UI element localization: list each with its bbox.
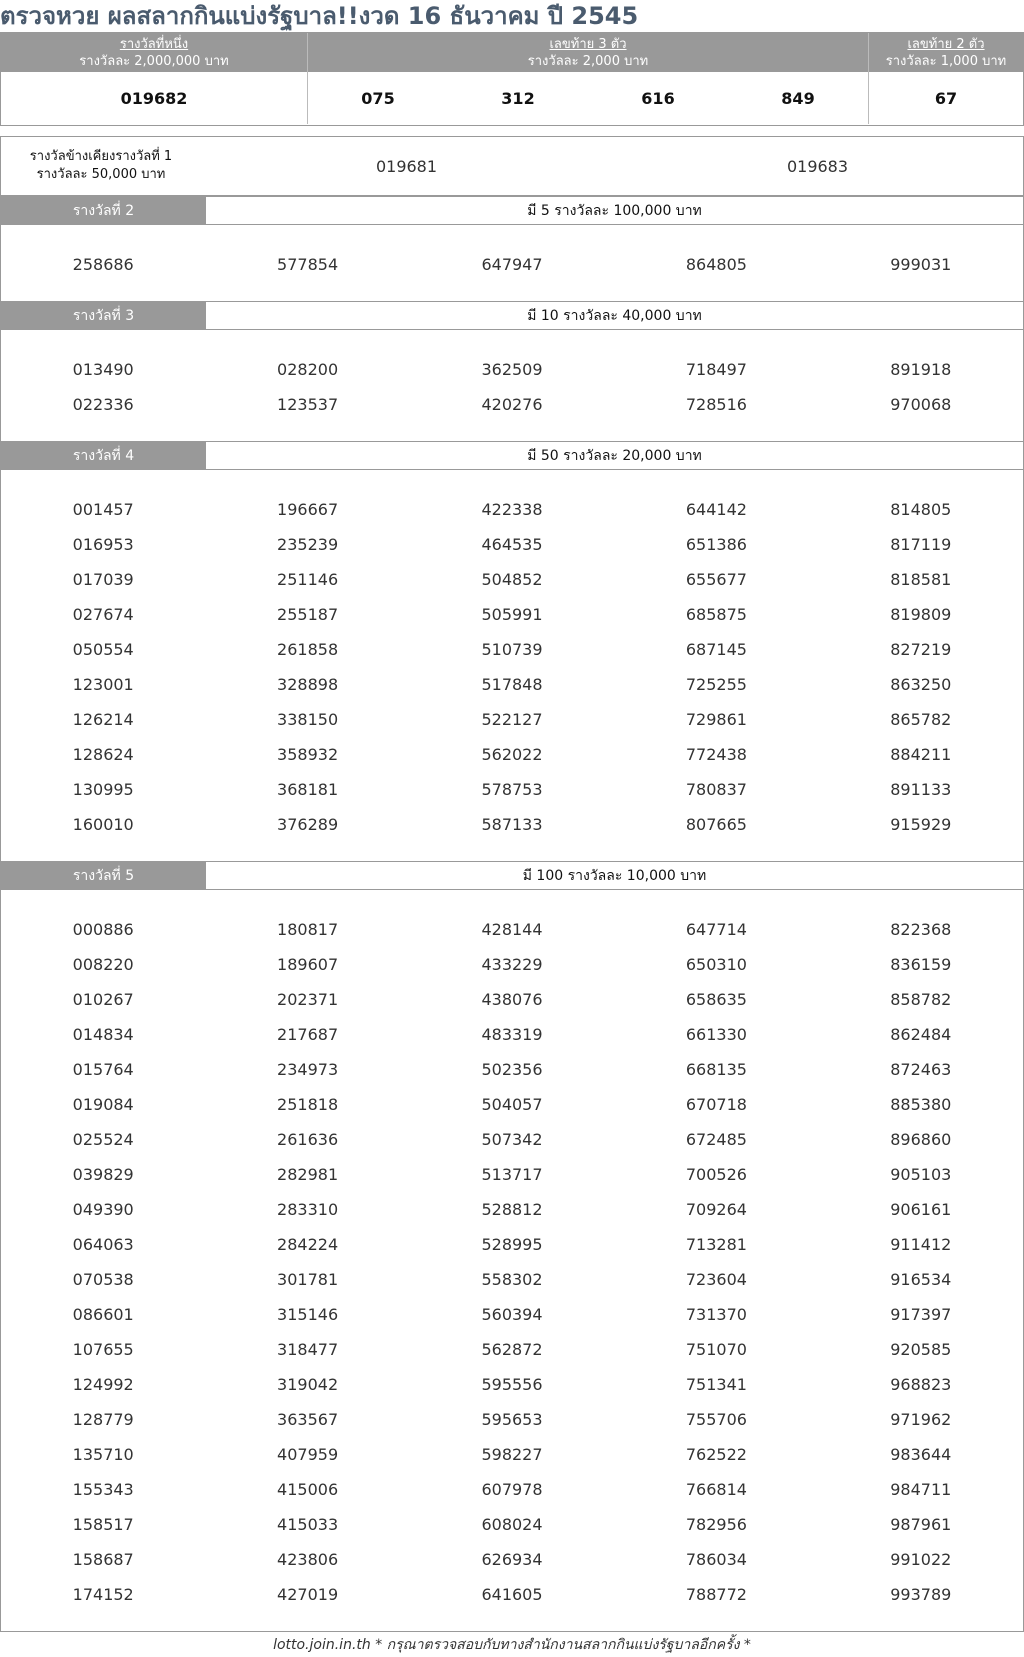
section-desc: มี 100 รางวัลละ 10,000 บาท — [206, 862, 1023, 890]
prize-number: 818581 — [890, 570, 952, 589]
prize-number: 528812 — [481, 1200, 543, 1219]
prize-number: 420276 — [481, 395, 543, 414]
prize-number: 968823 — [890, 1375, 952, 1394]
prize-number: 189607 — [277, 955, 339, 974]
prize-number: 999031 — [890, 255, 952, 274]
last3-header — [308, 33, 869, 72]
prize-number: 970068 — [890, 395, 952, 414]
prize-number: 558302 — [481, 1270, 543, 1289]
prize-number: 427019 — [277, 1585, 339, 1604]
prize-number: 107655 — [72, 1340, 134, 1359]
prize-number: 019084 — [72, 1095, 134, 1114]
prize-number: 786034 — [685, 1550, 747, 1569]
prize-number: 598227 — [481, 1445, 543, 1464]
prize-4-section — [0, 441, 1024, 862]
prize-number: 124992 — [72, 1375, 134, 1394]
prize-number: 422338 — [481, 500, 543, 519]
prize-number: 729861 — [685, 710, 747, 729]
prize-number: 607978 — [481, 1480, 543, 1499]
prize-number: 772438 — [685, 745, 747, 764]
prize-number: 283310 — [277, 1200, 339, 1219]
prize-number: 685875 — [685, 605, 747, 624]
prize-number: 562872 — [481, 1340, 543, 1359]
last3-number: 075 — [361, 88, 395, 108]
prize-number: 338150 — [277, 710, 339, 729]
prize-number: 174152 — [72, 1585, 134, 1604]
prize-number: 725255 — [685, 675, 747, 694]
prize-number: 896860 — [890, 1130, 952, 1149]
prize-number: 128624 — [72, 745, 134, 764]
prize-number: 587133 — [481, 815, 543, 834]
last3-amount: รางวัลละ 2,000 บาท — [527, 54, 649, 69]
prize-number: 438076 — [481, 990, 543, 1009]
last3-label[interactable]: เลขท้าย 3 ตัว — [549, 37, 627, 52]
prize-number: 668135 — [685, 1060, 747, 1079]
number-grid — [1, 330, 1023, 422]
prize-number: 235239 — [277, 535, 339, 554]
prize-number: 368181 — [277, 780, 339, 799]
prize-number: 155343 — [72, 1480, 134, 1499]
prize-number: 713281 — [685, 1235, 747, 1254]
prize-number: 025524 — [72, 1130, 134, 1149]
prize-number: 010267 — [72, 990, 134, 1009]
prize-number: 261636 — [277, 1130, 339, 1149]
top-prizes-values — [1, 72, 1023, 124]
prize-number: 128779 — [72, 1410, 134, 1429]
section-desc: มี 50 รางวัลละ 20,000 บาท — [206, 442, 1023, 470]
prize-number: 658635 — [685, 990, 747, 1009]
prize-number: 160010 — [72, 815, 134, 834]
prize-number: 319042 — [277, 1375, 339, 1394]
near-prize-values — [201, 157, 1023, 176]
prize-number: 891918 — [890, 360, 952, 379]
prize-number: 651386 — [685, 535, 747, 554]
prize-number: 261858 — [277, 640, 339, 659]
prize-number: 363567 — [277, 1410, 339, 1429]
first-prize-label[interactable]: รางวัลที่หนึ่ง — [119, 37, 189, 52]
first-prize-number: 019682 — [1, 72, 308, 124]
prize-number: 522127 — [481, 710, 543, 729]
prize-number: 650310 — [685, 955, 747, 974]
prize-number: 301781 — [277, 1270, 339, 1289]
prize-number: 282981 — [277, 1165, 339, 1184]
prize-number: 728516 — [685, 395, 747, 414]
prize-number: 008220 — [72, 955, 134, 974]
prize-number: 234973 — [277, 1060, 339, 1079]
prize-number: 504057 — [481, 1095, 543, 1114]
near-prize-box — [0, 136, 1024, 196]
prize-number: 782956 — [685, 1515, 747, 1534]
last2-label[interactable]: เลขท้าย 2 ตัว — [907, 37, 985, 52]
last3-numbers — [308, 72, 869, 124]
prize-number: 014834 — [72, 1025, 134, 1044]
prize-number: 718497 — [685, 360, 747, 379]
last3-number: 312 — [501, 88, 535, 108]
prize-number: 911412 — [890, 1235, 952, 1254]
prize-number: 578753 — [481, 780, 543, 799]
prize-number: 819809 — [890, 605, 952, 624]
prize-number: 251146 — [277, 570, 339, 589]
prize-number: 647714 — [685, 920, 747, 939]
prize-number: 423806 — [277, 1550, 339, 1569]
prize-number: 028200 — [277, 360, 339, 379]
prize-number: 661330 — [685, 1025, 747, 1044]
prize-number: 502356 — [481, 1060, 543, 1079]
prize-number: 180817 — [277, 920, 339, 939]
prize-number: 626934 — [481, 1550, 543, 1569]
prize-number: 407959 — [277, 1445, 339, 1464]
prize-number: 001457 — [72, 500, 134, 519]
prize-number: 709264 — [685, 1200, 747, 1219]
prize-number: 766814 — [685, 1480, 747, 1499]
last2-number: 67 — [934, 88, 958, 108]
prize-number: 000886 — [72, 920, 134, 939]
number-grid — [1, 890, 1023, 1612]
prize-number: 751070 — [685, 1340, 747, 1359]
prize-number: 064063 — [72, 1235, 134, 1254]
first-prize-header — [1, 33, 308, 72]
prize-number: 917397 — [890, 1305, 952, 1324]
prize-number: 608024 — [481, 1515, 543, 1534]
prize-number: 284224 — [277, 1235, 339, 1254]
prize-number: 865782 — [890, 710, 952, 729]
prize-number: 251818 — [277, 1095, 339, 1114]
prize-number: 670718 — [685, 1095, 747, 1114]
prize-number: 885380 — [890, 1095, 952, 1114]
prize-2-section — [0, 196, 1024, 302]
prize-number: 049390 — [72, 1200, 134, 1219]
prize-number: 822368 — [890, 920, 952, 939]
prize-number: 433229 — [481, 955, 543, 974]
prize-number: 123001 — [72, 675, 134, 694]
prize-number: 255187 — [277, 605, 339, 624]
near-prize-label — [1, 148, 201, 184]
prize-number: 762522 — [685, 1445, 747, 1464]
prize-number: 528995 — [481, 1235, 543, 1254]
prize-number: 984711 — [890, 1480, 952, 1499]
prize-number: 158517 — [72, 1515, 134, 1534]
prize-number: 050554 — [72, 640, 134, 659]
number-grid — [1, 225, 1023, 282]
prize-5-section — [0, 861, 1024, 1632]
prize-number: 562022 — [481, 745, 543, 764]
prize-number: 595653 — [481, 1410, 543, 1429]
prize-number: 817119 — [890, 535, 952, 554]
prize-number: 731370 — [685, 1305, 747, 1324]
first-prize-amount: รางวัลละ 2,000,000 บาท — [79, 54, 229, 69]
prize-number: 318477 — [277, 1340, 339, 1359]
top-prizes-header — [1, 33, 1023, 72]
prize-number: 987961 — [890, 1515, 952, 1534]
prize-number: 655677 — [685, 570, 747, 589]
prize-number: 415033 — [277, 1515, 339, 1534]
prize-number: 505991 — [481, 605, 543, 624]
prize-number: 504852 — [481, 570, 543, 589]
prize-number: 130995 — [72, 780, 134, 799]
prize-number: 015764 — [72, 1060, 134, 1079]
prize-number: 647947 — [481, 255, 543, 274]
prize-number: 993789 — [890, 1585, 952, 1604]
prize-number: 641605 — [481, 1585, 543, 1604]
prize-number: 217687 — [277, 1025, 339, 1044]
prize-number: 915929 — [890, 815, 952, 834]
prize-number: 513717 — [481, 1165, 543, 1184]
prize-number: 884211 — [890, 745, 952, 764]
prize-number: 971962 — [890, 1410, 952, 1429]
section-label: รางวัลที่ 4 — [1, 442, 206, 470]
prize-number: 415006 — [277, 1480, 339, 1499]
prize-number: 827219 — [890, 640, 952, 659]
near-prize-number: 019683 — [786, 156, 849, 176]
prize-number: 788772 — [685, 1585, 747, 1604]
footer-note: lotto.join.in.th * กรุณาตรวจสอบกับทางสำนักงานสลากกินแบ่งรัฐบาลอีกครั้ง * — [273, 1637, 751, 1653]
prize-number: 920585 — [890, 1340, 952, 1359]
near-prize-amount: รางวัลละ 50,000 บาท — [36, 167, 166, 182]
prize-number: 483319 — [481, 1025, 543, 1044]
prize-number: 755706 — [685, 1410, 747, 1429]
prize-number: 315146 — [277, 1305, 339, 1324]
prize-number: 022336 — [72, 395, 134, 414]
prize-number: 905103 — [890, 1165, 952, 1184]
near-prize-number: 019681 — [375, 156, 438, 176]
prize-number: 017039 — [72, 570, 134, 589]
prize-number: 428144 — [481, 920, 543, 939]
prize-number: 814805 — [890, 500, 952, 519]
section-desc: มี 10 รางวัลละ 40,000 บาท — [206, 302, 1023, 330]
prize-number: 687145 — [685, 640, 747, 659]
prize-number: 906161 — [890, 1200, 952, 1219]
last2-amount: รางวัลละ 1,000 บาท — [885, 54, 1007, 69]
prize-number: 158687 — [72, 1550, 134, 1569]
prize-number: 016953 — [72, 535, 134, 554]
prize-number: 070538 — [72, 1270, 134, 1289]
prize-number: 807665 — [685, 815, 747, 834]
prize-number: 464535 — [481, 535, 543, 554]
prize-number: 202371 — [277, 990, 339, 1009]
last3-number: 616 — [641, 88, 675, 108]
prize-number: 510739 — [481, 640, 543, 659]
prize-number: 991022 — [890, 1550, 952, 1569]
prize-number: 358932 — [277, 745, 339, 764]
last3-number: 849 — [781, 88, 815, 108]
section-label: รางวัลที่ 2 — [1, 197, 206, 225]
prize-number: 258686 — [72, 255, 134, 274]
prize-number: 517848 — [481, 675, 543, 694]
prize-number: 595556 — [481, 1375, 543, 1394]
prize-number: 723604 — [685, 1270, 747, 1289]
section-label: รางวัลที่ 3 — [1, 302, 206, 330]
prize-number: 862484 — [890, 1025, 952, 1044]
prize-number: 858782 — [890, 990, 952, 1009]
prize-number: 836159 — [890, 955, 952, 974]
prize-number: 123537 — [277, 395, 339, 414]
prize-number: 362509 — [481, 360, 543, 379]
prize-number: 780837 — [685, 780, 747, 799]
prize-number: 864805 — [685, 255, 747, 274]
prize-number: 983644 — [890, 1445, 952, 1464]
prize-number: 560394 — [481, 1305, 543, 1324]
prize-number: 013490 — [72, 360, 134, 379]
prize-number: 328898 — [277, 675, 339, 694]
prize-number: 872463 — [890, 1060, 952, 1079]
prize-number: 086601 — [72, 1305, 134, 1324]
last2-header — [869, 33, 1023, 72]
prize-3-section — [0, 301, 1024, 442]
prize-number: 507342 — [481, 1130, 543, 1149]
number-grid — [1, 470, 1023, 842]
near-prize-title: รางวัลข้างเคียงรางวัลที่ 1 — [29, 149, 173, 164]
section-label: รางวัลที่ 5 — [1, 862, 206, 890]
prize-number: 135710 — [72, 1445, 134, 1464]
prize-number: 891133 — [890, 780, 952, 799]
top-prizes-box — [0, 32, 1024, 126]
prize-number: 196667 — [277, 500, 339, 519]
prize-number: 751341 — [685, 1375, 747, 1394]
prize-number: 672485 — [685, 1130, 747, 1149]
prize-number: 039829 — [72, 1165, 134, 1184]
prize-number: 126214 — [72, 710, 134, 729]
page-title: ตรวจหวย ผลสลากกินแบ่งรัฐบาล!!งวด 16 ธันวาคม ปี 2545 — [0, 2, 639, 30]
prize-number: 027674 — [72, 605, 134, 624]
prize-number: 700526 — [685, 1165, 747, 1184]
prize-number: 644142 — [685, 500, 747, 519]
prize-number: 863250 — [890, 675, 952, 694]
prize-number: 577854 — [277, 255, 339, 274]
prize-number: 916534 — [890, 1270, 952, 1289]
section-desc: มี 5 รางวัลละ 100,000 บาท — [206, 197, 1023, 225]
prize-number: 376289 — [277, 815, 339, 834]
